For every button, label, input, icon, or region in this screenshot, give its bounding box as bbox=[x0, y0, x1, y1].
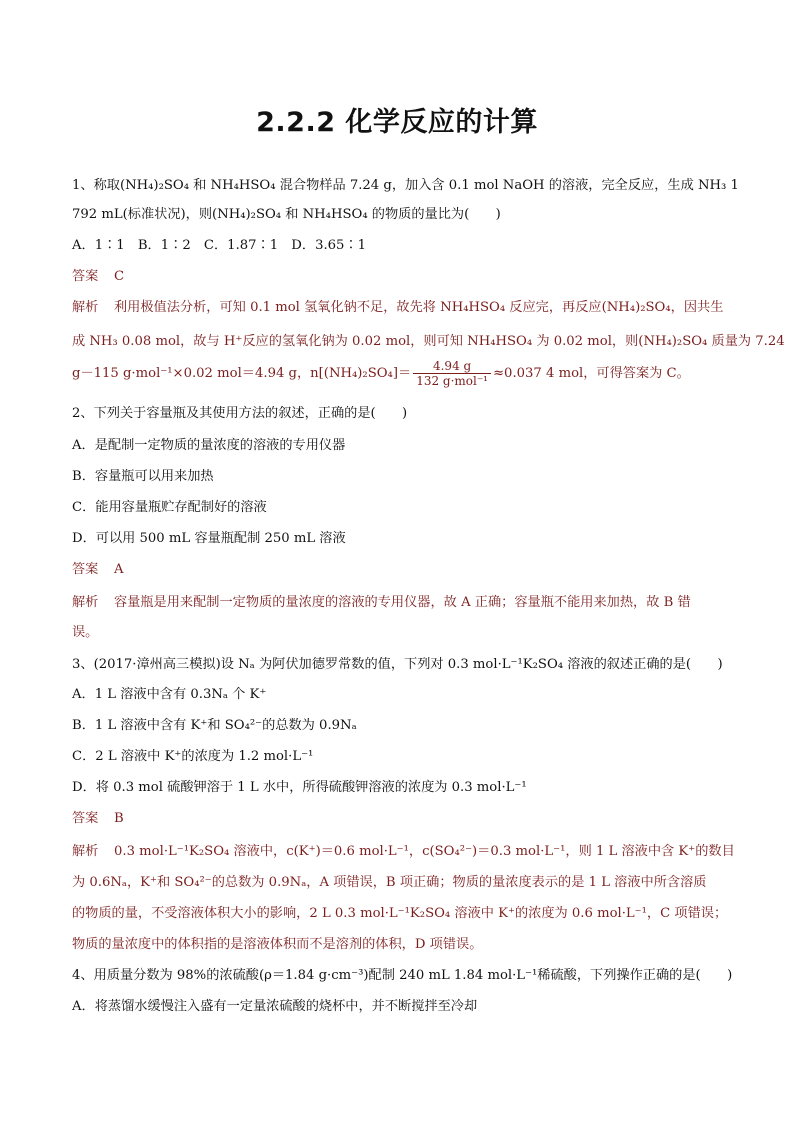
question-2-stem: 2、下列关于容量瓶及其使用方法的叙述，正确的是( ) bbox=[72, 406, 408, 421]
question-3-option-a: A．1 L 溶液中含有 0.3Nₐ 个 K⁺ bbox=[72, 687, 267, 702]
answer-label: 答案 bbox=[72, 269, 99, 284]
fraction-numerator: 4.94 g bbox=[413, 359, 491, 374]
question-1-answer bbox=[72, 268, 732, 286]
question-2-analysis-line-1 bbox=[72, 594, 732, 612]
analysis-label: 解析 bbox=[72, 595, 99, 610]
question-3-option-b: B．1 L 溶液中含有 K⁺和 SO₄²⁻的总数为 0.9Nₐ bbox=[72, 718, 357, 733]
question-2-option-d: D．可以用 500 mL 容量瓶配制 250 mL 溶液 bbox=[72, 531, 346, 546]
question-1-stem-line-2: 792 mL(标准状况)，则(NH₄)₂SO₄ 和 NH₄HSO₄ 的物质的量比为( ) bbox=[72, 207, 501, 222]
analysis-text-pre: g－115 g·mol⁻¹×0.02 mol＝4.94 g，n[(NH₄)₂SO₄]＝ bbox=[72, 366, 412, 381]
question-2-answer bbox=[72, 561, 732, 579]
question-2-option-a: A．是配制一定物质的量浓度的溶液的专用仪器 bbox=[72, 438, 346, 453]
question-3-analysis-line-3: 的物质的量，不受溶液体积大小的影响，2 L 0.3 mol·L⁻¹K₂SO₄ 溶液中 K⁺的浓度为 0.6 mol·L⁻¹，C 项错误； bbox=[72, 906, 728, 921]
question-3-analysis-line-2: 为 0.6Nₐ，K⁺和 SO₄²⁻的总数为 0.9Nₐ，A 项错误，B 项正确；物质的量浓度表示的是 1 L 溶液中所含溶质 bbox=[72, 875, 707, 890]
question-1-analysis-line-3 bbox=[72, 358, 732, 390]
question-1-stem-line-1: 1、称取(NH₄)₂SO₄ 和 NH₄HSO₄ 混合物样品 7.24 g，加入含 0.1 mol NaOH 的溶液，完全反应，生成 NH₃ 1 bbox=[72, 178, 739, 193]
question-3-answer bbox=[72, 810, 732, 828]
question-1-analysis-line-2: 成 NH₃ 0.08 mol，故与 H⁺反应的氢氧化钠为 0.02 mol，则可知 NH₄HSO₄ 为 0.02 mol，则(NH₄)₂SO₄ 质量为 7.24 bbox=[72, 334, 785, 349]
question-3-option-c: C．2 L 溶液中 K⁺的浓度为 1.2 mol·L⁻¹ bbox=[72, 749, 314, 764]
question-3-analysis-line-4: 物质的量浓度中的体积指的是溶液体积而不是溶剂的体积，D 项错误。 bbox=[72, 937, 483, 952]
question-2-option-c: C．能用容量瓶贮存配制好的溶液 bbox=[72, 500, 267, 515]
answer-label: 答案 bbox=[72, 562, 99, 577]
question-2-analysis-line-2: 误。 bbox=[72, 625, 99, 640]
question-2-option-b: B．容量瓶可以用来加热 bbox=[72, 469, 214, 484]
question-4-stem: 4、用质量分数为 98%的浓硫酸(ρ＝1.84 g·cm⁻³)配制 240 mL 1.84 mol·L⁻¹稀硫酸，下列操作正确的是( ) bbox=[72, 968, 733, 983]
answer-label: 答案 bbox=[72, 811, 99, 826]
analysis-text: 0.3 mol·L⁻¹K₂SO₄ 溶液中，c(K⁺)＝0.6 mol·L⁻¹，c(SO₄²⁻)＝0.3 mol·L⁻¹，则 1 L 溶液中含 K⁺的数目 bbox=[114, 844, 735, 859]
page-title: 2.2.2 化学反应的计算 bbox=[256, 107, 538, 138]
analysis-text: 利用极值法分析，可知 0.1 mol 氢氧化钠不足，故先将 NH₄HSO₄ 反应完，再反应(NH₄)₂SO₄，因共生 bbox=[114, 300, 724, 315]
analysis-text-post: ≈0.037 4 mol，可得答案为 C。 bbox=[493, 366, 690, 381]
analysis-label: 解析 bbox=[72, 300, 99, 315]
question-3-stem: 3、(2017·漳州高三模拟)设 Nₐ 为阿伏加德罗常数的值，下列对 0.3 mol·L⁻¹K₂SO₄ 溶液的叙述正确的是( ) bbox=[72, 657, 723, 672]
analysis-text: 容量瓶是用来配制一定物质的量浓度的溶液的专用仪器，故 A 正确；容量瓶不能用来加热，故 B 错 bbox=[114, 595, 691, 610]
answer-value: C bbox=[114, 269, 125, 284]
question-1-analysis-line-1 bbox=[72, 299, 732, 317]
question-3-option-d: D．将 0.3 mol 硫酸钾溶于 1 L 水中，所得硫酸钾溶液的浓度为 0.3 mol·L⁻¹ bbox=[72, 780, 527, 795]
question-4-option-a: A．将蒸馏水缓慢注入盛有一定量浓硫酸的烧杯中，并不断搅拌至冷却 bbox=[72, 999, 478, 1014]
answer-value: B bbox=[114, 811, 124, 826]
answer-value: A bbox=[114, 562, 124, 577]
question-1-options: A．1∶1 B．1∶2 C．1.87∶1 D．3.65∶1 bbox=[72, 238, 367, 253]
analysis-label: 解析 bbox=[72, 844, 99, 859]
fraction-denominator: 132 g·mol⁻¹ bbox=[416, 374, 488, 388]
fraction bbox=[413, 359, 491, 388]
question-3-analysis-line-1 bbox=[72, 843, 735, 861]
